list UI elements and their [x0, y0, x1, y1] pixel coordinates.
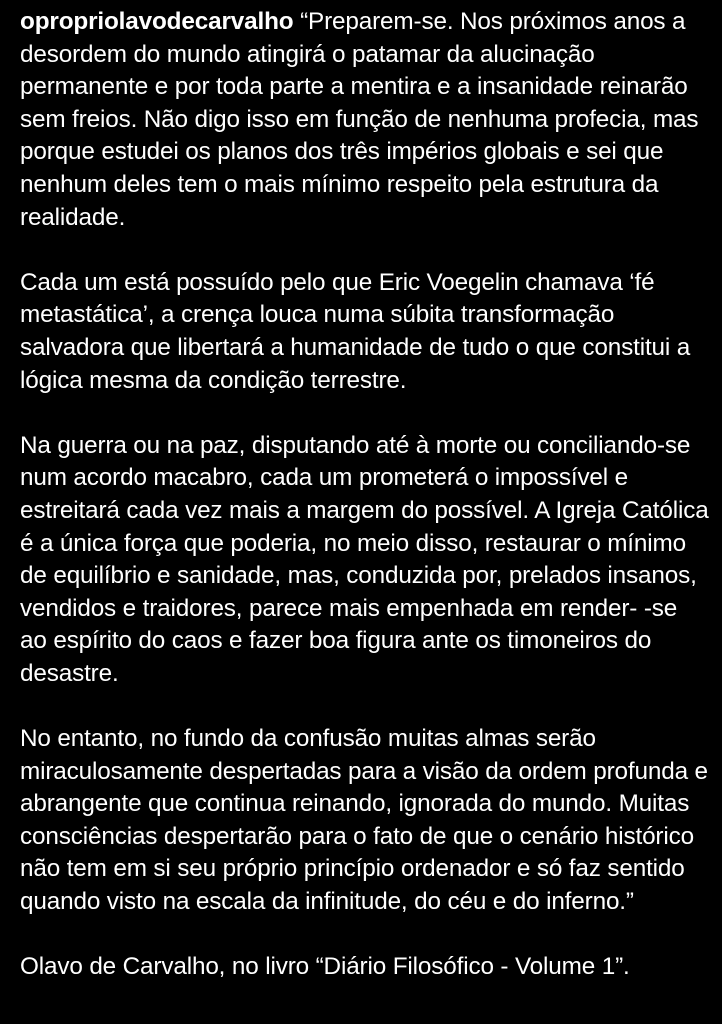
- caption-paragraph-3: Na guerra ou na paz, disputando até à morte ou conciliando-se num acordo macabro, cada um prometerá o impossível e estreitará cada vez mais a margem do possível. A Igreja Católica é a única força que poderia, no meio disso, restaurar o mínimo de equilíbrio e sanidade, mas, conduzida por, prelados insanos, vendidos e traidores, parece mais empenhada em render- -se ao espírito do caos e fazer boa figura ante os timoneiros do desastre.: [20, 431, 709, 687]
- caption-paragraph-4: No entanto, no fundo da confusão muitas almas serão miraculosamente despertadas para a visão da ordem profunda e abrangente que continua reinando, ignorada do mundo. Muitas consciências despertarão para o fato de que o cenário histórico não tem em si seu próprio princípio ordenador e só faz sentido quando visto na escala da infinitude, do céu e do inferno.”: [20, 725, 708, 916]
- caption-attribution: Olavo de Carvalho, no livro “Diário Filosófico - Volume 1”.: [20, 953, 630, 981]
- caption-paragraph-2: Cada um está possuído pelo que Eric Voegelin chamava ‘fé metastática’, a crença louca numa súbita transformação salvadora que libertará a humanidade de tudo o que constitui a lógica mesma da condição terrestre.: [20, 268, 691, 394]
- caption-text: “Preparem-se. Nos próximos anos a desordem do mundo atingirá o patamar da alucinação permanente e por toda parte a mentira e a insanidade reinarão sem freios. Não digo isso em função de nenhuma profecia, mas porque estudei os planos dos três impérios globais e sei que nenhum deles tem o mais mínimo respeito pela estrutura da realidade.: [20, 8, 699, 231]
- username-link[interactable]: opropriolavodecarvalho: [20, 8, 294, 35]
- post-caption: [20, 6, 710, 984]
- caption-paragraph-1: [20, 6, 710, 234]
